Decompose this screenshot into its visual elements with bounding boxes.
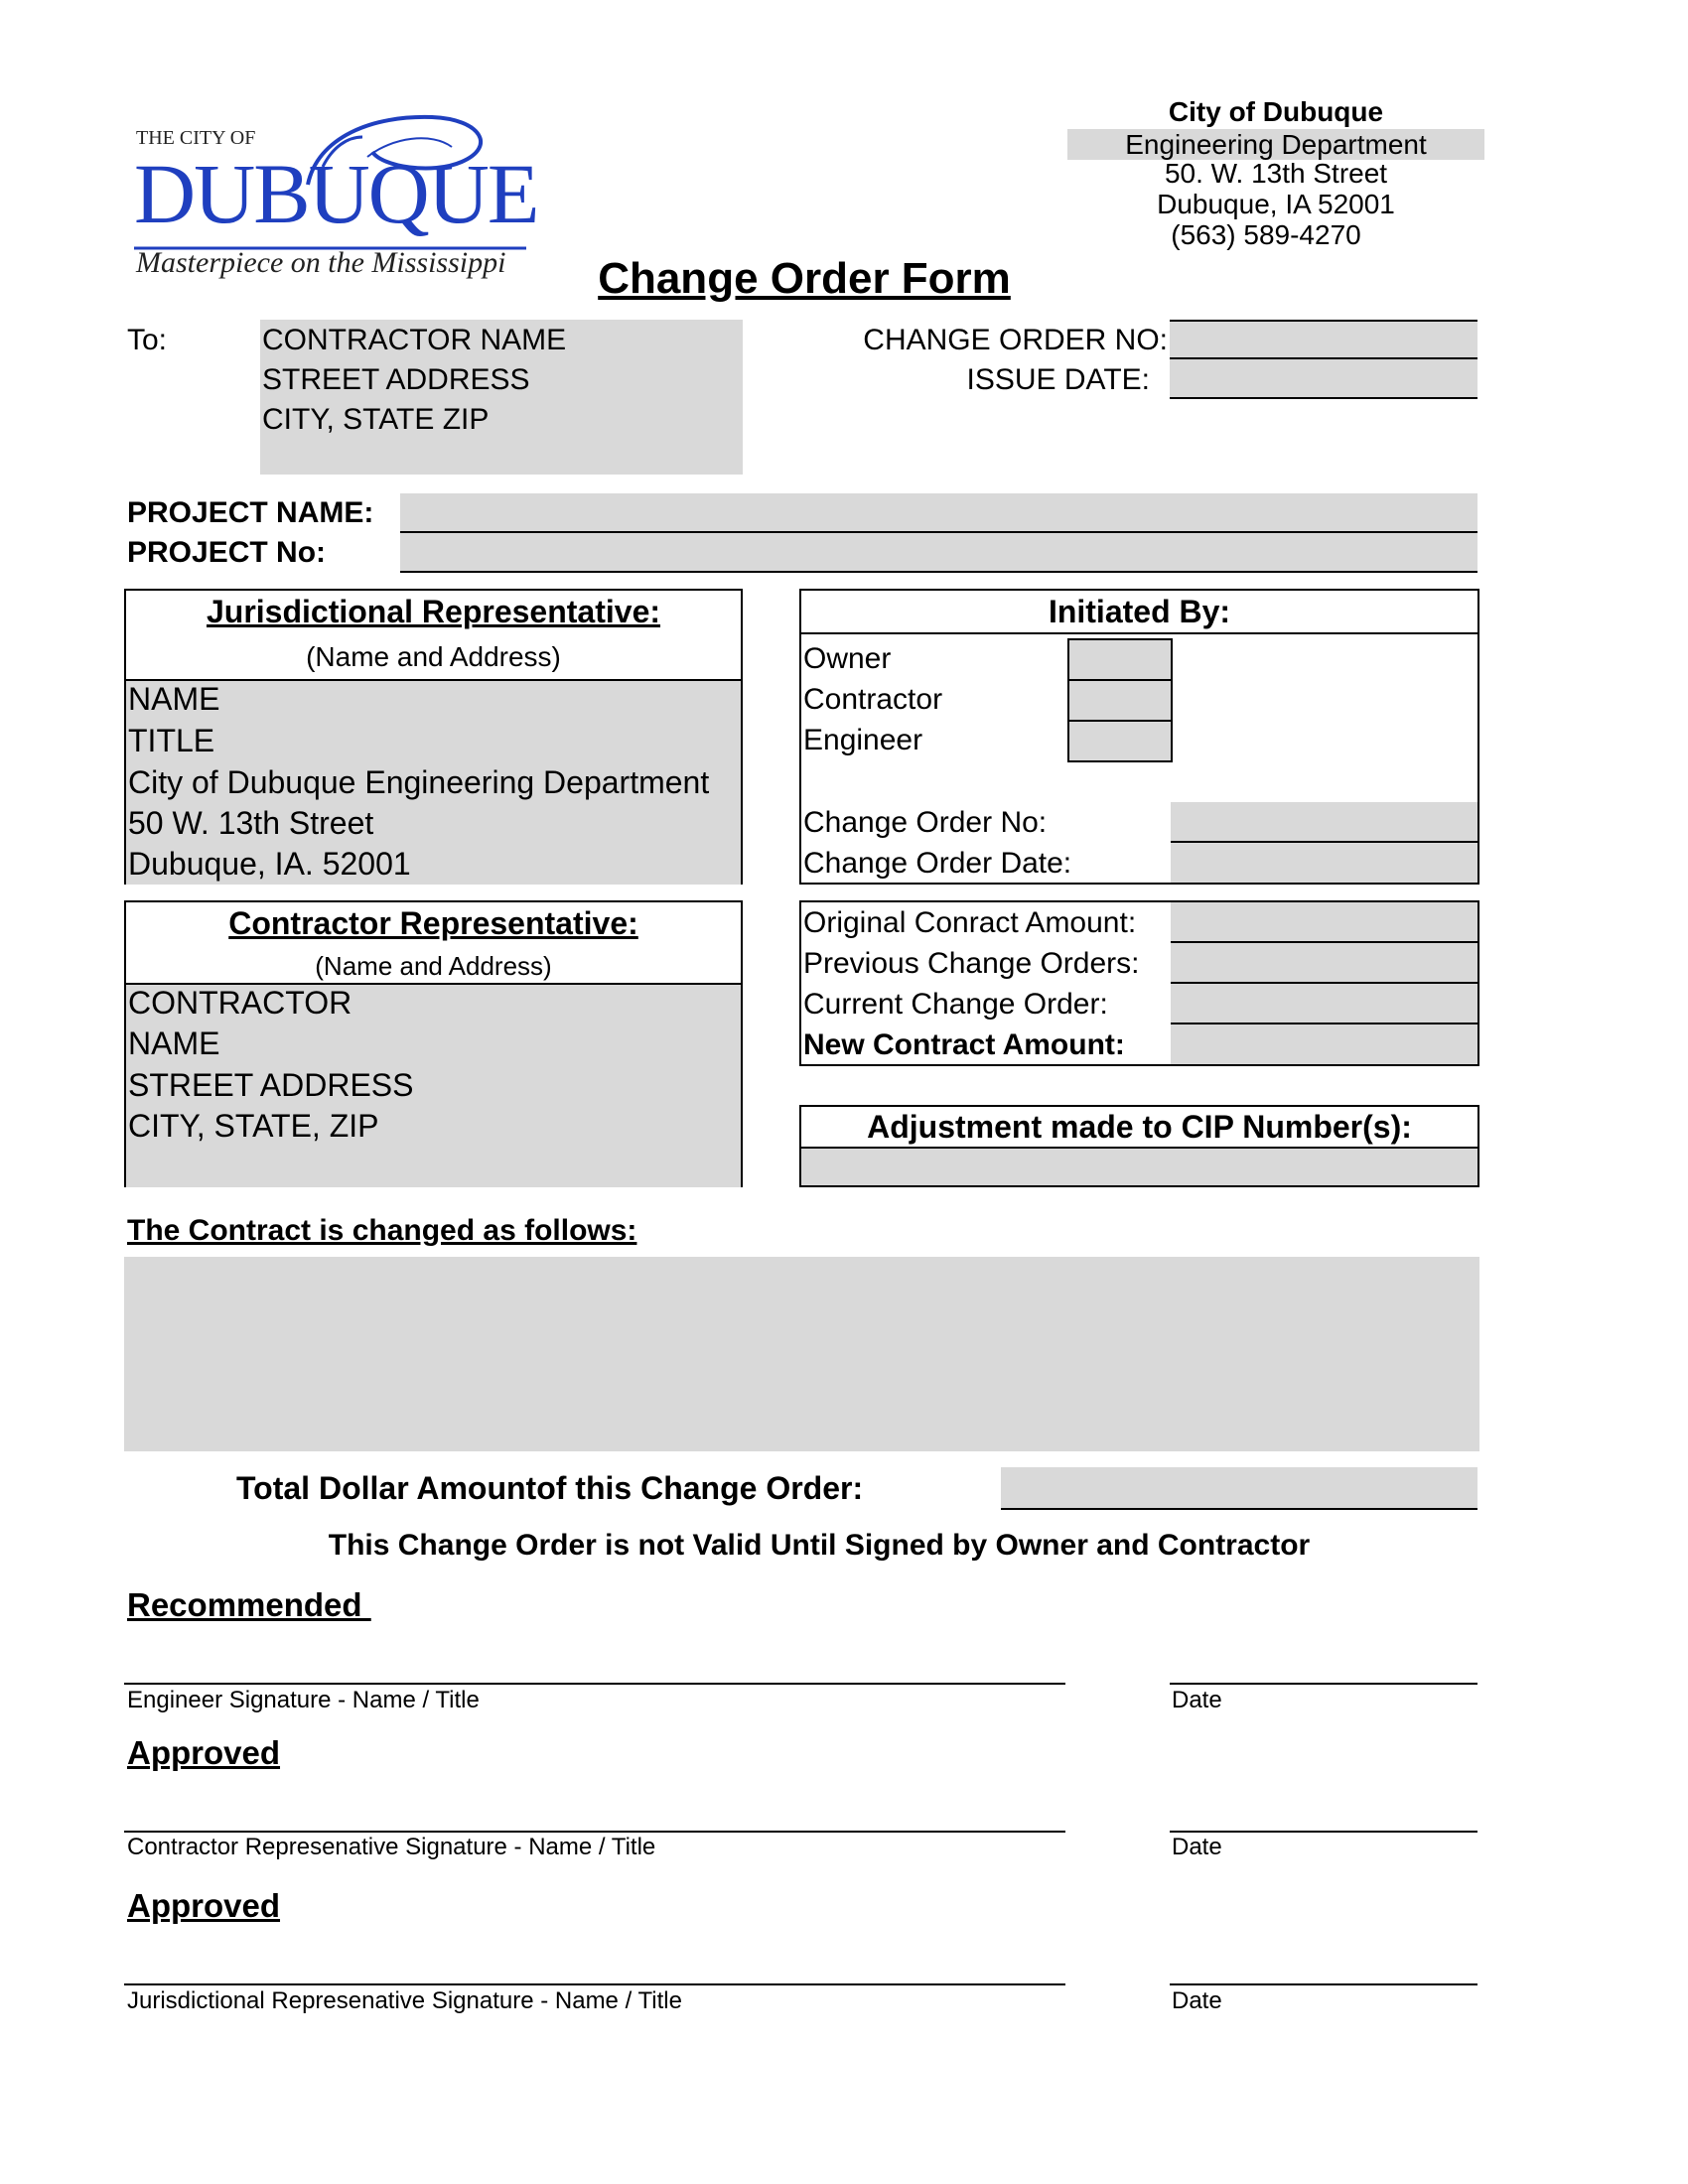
initiated-by-title: Initiated By: bbox=[801, 591, 1477, 634]
jurisdictional-line: TITLE bbox=[128, 723, 215, 758]
contract-changes-field[interactable] bbox=[124, 1257, 1479, 1451]
contractor-line: NAME bbox=[128, 1025, 220, 1061]
project-no-label: PROJECT No: bbox=[127, 536, 327, 569]
contract-changes-title: The Contract is changed as follows: bbox=[127, 1214, 637, 1247]
engineer-date-label: Date bbox=[1172, 1687, 1222, 1713]
jurisdictional-line: City of Dubuque Engineering Department bbox=[128, 764, 710, 800]
jurisdictional-rep-address[interactable] bbox=[126, 679, 741, 885]
city-logo bbox=[134, 107, 538, 286]
validity-notice: This Change Order is not Valid Until Signed by Owner and Contractor bbox=[328, 1529, 1311, 1562]
change-order-no-label: CHANGE ORDER NO: bbox=[863, 324, 1168, 356]
approved-contractor-heading: Approved bbox=[127, 1734, 281, 1771]
initiated-change-order-date-field[interactable] bbox=[1171, 843, 1477, 883]
logo-tagline: Masterpiece on the Mississippi bbox=[136, 246, 506, 279]
jurisdictional-line: Dubuque, IA. 52001 bbox=[128, 846, 411, 882]
project-name-field[interactable] bbox=[400, 493, 1477, 533]
header-department: Engineering Department bbox=[1067, 129, 1484, 160]
total-label: Total Dollar Amountof this Change Order: bbox=[236, 1470, 864, 1506]
approved-jurisdictional-heading: Approved bbox=[127, 1887, 281, 1924]
contractor-rep-subtitle: (Name and Address) bbox=[315, 951, 552, 981]
issue-date-label: ISSUE DATE: bbox=[966, 363, 1150, 396]
initiated-change-order-date-label: Change Order Date: bbox=[803, 847, 1072, 880]
to-line: CITY, STATE ZIP bbox=[262, 403, 490, 436]
amounts-box bbox=[799, 900, 1479, 1066]
jurisdictional-date-label: Date bbox=[1172, 1987, 1222, 2014]
original-amount-label: Original Conract Amount: bbox=[803, 906, 1137, 939]
previous-orders-field[interactable] bbox=[1171, 943, 1477, 984]
header-street: 50. W. 13th Street bbox=[1164, 158, 1388, 189]
jurisdictional-signature-line[interactable] bbox=[124, 1983, 1065, 1985]
original-amount-field[interactable] bbox=[1171, 902, 1477, 943]
contractor-checkbox[interactable] bbox=[1067, 679, 1173, 722]
jurisdictional-date-line[interactable] bbox=[1170, 1983, 1477, 1985]
header-phone: (563) 589-4270 bbox=[1171, 219, 1361, 250]
contractor-line: STREET ADDRESS bbox=[128, 1067, 414, 1103]
initiated-change-order-no-label: Change Order No: bbox=[803, 806, 1048, 839]
initiated-option-contractor: Contractor bbox=[803, 683, 943, 716]
contractor-signature-label: Contractor Represenative Signature - Name / Title bbox=[127, 1834, 656, 1860]
contractor-line: CONTRACTOR bbox=[128, 985, 352, 1021]
engineer-date-line[interactable] bbox=[1170, 1683, 1477, 1685]
recommended-heading: Recommended bbox=[127, 1586, 371, 1623]
cip-field[interactable] bbox=[801, 1149, 1477, 1185]
header-city-state: Dubuque, IA 52001 bbox=[1157, 189, 1395, 219]
to-line: CONTRACTOR NAME bbox=[262, 324, 567, 356]
contractor-date-label: Date bbox=[1172, 1834, 1222, 1860]
jurisdictional-line: 50 W. 13th Street bbox=[128, 805, 374, 841]
new-amount-field[interactable] bbox=[1171, 1024, 1477, 1064]
jurisdictional-signature-label: Jurisdictional Represenative Signature - Name / Title bbox=[127, 1987, 682, 2014]
to-address-block[interactable] bbox=[260, 320, 743, 475]
project-name-label: PROJECT NAME: bbox=[127, 496, 374, 529]
engineer-checkbox[interactable] bbox=[1067, 720, 1173, 762]
jurisdictional-rep-box bbox=[124, 589, 743, 885]
cip-title: Adjustment made to CIP Number(s): bbox=[801, 1107, 1477, 1149]
page-title: Change Order Form bbox=[598, 254, 1011, 303]
change-order-no-field[interactable] bbox=[1170, 320, 1477, 359]
initiated-option-owner: Owner bbox=[803, 642, 892, 675]
project-no-field[interactable] bbox=[400, 533, 1477, 573]
jurisdictional-rep-title: Jurisdictional Representative: bbox=[206, 594, 661, 629]
new-amount-label: New Contract Amount: bbox=[803, 1028, 1125, 1061]
jurisdictional-rep-subtitle: (Name and Address) bbox=[306, 641, 561, 672]
engineer-signature-line[interactable] bbox=[124, 1683, 1065, 1685]
logo-line2: DUBUQUE bbox=[134, 146, 538, 241]
issue-date-field[interactable] bbox=[1170, 359, 1477, 399]
cip-box bbox=[799, 1105, 1479, 1187]
contractor-rep-title: Contractor Representative: bbox=[228, 905, 638, 941]
previous-orders-label: Previous Change Orders: bbox=[803, 947, 1140, 980]
initiated-option-engineer: Engineer bbox=[803, 724, 923, 756]
current-order-label: Current Change Order: bbox=[803, 988, 1108, 1021]
owner-checkbox[interactable] bbox=[1067, 638, 1173, 681]
initiated-change-order-no-field[interactable] bbox=[1171, 802, 1477, 843]
contractor-rep-address[interactable] bbox=[126, 983, 741, 1187]
logo-line1: THE CITY OF bbox=[136, 127, 256, 149]
to-label: To: bbox=[127, 324, 168, 356]
header-city: City of Dubuque bbox=[1168, 96, 1384, 127]
jurisdictional-line: NAME bbox=[128, 681, 220, 717]
contractor-rep-box bbox=[124, 900, 743, 1187]
engineer-signature-label: Engineer Signature - Name / Title bbox=[127, 1687, 480, 1713]
total-field[interactable] bbox=[1001, 1467, 1477, 1510]
current-order-field[interactable] bbox=[1171, 984, 1477, 1024]
contractor-line: CITY, STATE, ZIP bbox=[128, 1108, 379, 1144]
initiated-by-box bbox=[799, 589, 1479, 885]
to-line: STREET ADDRESS bbox=[262, 363, 530, 396]
